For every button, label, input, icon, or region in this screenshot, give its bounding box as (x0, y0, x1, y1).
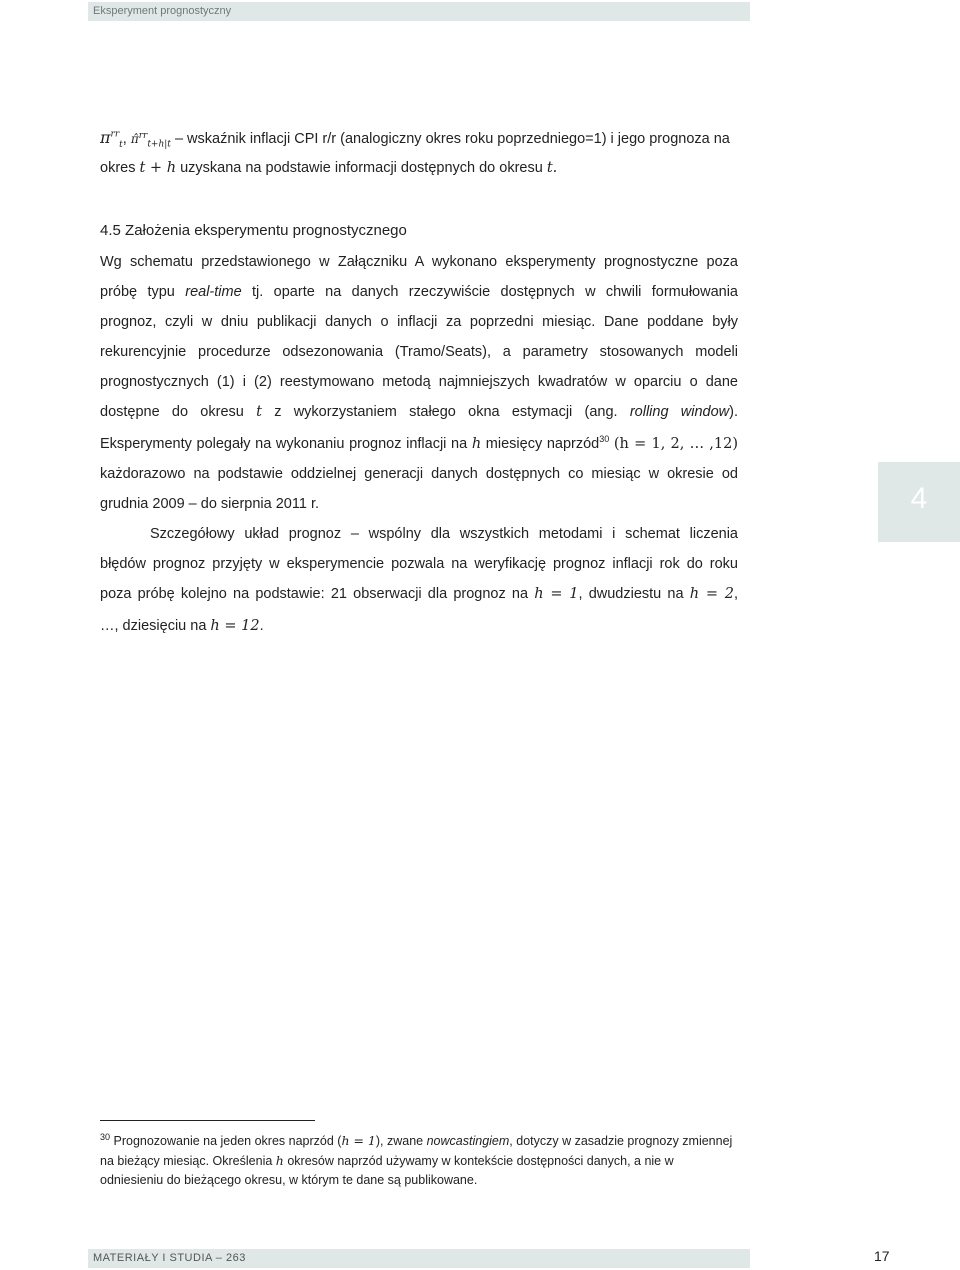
footnote-number: 30 (100, 1132, 111, 1142)
running-header-title: Eksperyment prognostyczny (93, 5, 232, 17)
page-number: 17 (874, 1248, 890, 1264)
pi-symbol: $\pi^{rr}_t$ (100, 128, 123, 151)
paragraph1-line-1: Wg schematu przedstawionego w Załączniku A wykonano eksperymenty prognostyczne poza (100, 254, 738, 270)
paragraph2-line-3: poza próbę kolejno na podstawie: 21 obserwacji dla prognoz na h = 1, dwudziestu na h = 2, (100, 586, 738, 602)
symbol-definition-line-2: okres t + h uzyskana na podstawie informacji dostępnych do okresu t. (100, 160, 558, 176)
chapter-side-tab (878, 462, 960, 542)
paragraph1-line-3: prognoz, czyli w dniu publikacji danych o inflacji za poprzedni miesiąc. Dane poddane były (100, 314, 738, 330)
pi-hat-symbol: π̂$^{rr}_{t+h|t}$ (130, 131, 171, 150)
footer-label: MATERIAŁY I STUDIA – 263 (93, 1252, 246, 1264)
paragraph1-line-7: Eksperymenty polegały na wykonaniu prognoz inflacji na h miesięcy naprzód$^{30}$ (h = 1, 2, … ,12) (100, 434, 739, 452)
paragraph1-line-5: prognostycznych (1) i (2) reestymowano metodą najmniejszych kwadratów w oparciu o dane (100, 374, 738, 390)
paragraph2-line-2: błędów prognoz przyjęty w eksperymencie pozwala na weryfikację prognoz inflacji rok do roku (100, 556, 738, 572)
header-bar (88, 2, 750, 21)
symbol-definition: $\pi^{rr}_t$, π̂$^{rr}_{t+h|t}$ – wskaźnik inflacji CPI r/r (analogiczny okres roku poprzedniego=1) i jego prognoza na (100, 128, 730, 151)
paragraph1-line-6: dostępne do okresu t z wykorzystaniem stałego okna estymacji (ang. rolling window). (100, 404, 739, 420)
section-heading (100, 222, 407, 239)
section-title: Założenia eksperymentu prognostycznego (125, 222, 407, 239)
section-number: 4.5 (100, 222, 121, 239)
footnote-divider (100, 1120, 315, 1121)
chapter-number: 4 (910, 482, 928, 515)
paragraph1-line-2: próbę typu real-time tj. oparte na danych rzeczywiście dostępnych w chwili formułowania (100, 284, 738, 300)
paragraph1-line-4: rekurencyjnie procedurze odsezonowania (Tramo/Seats), a parametry stosowanych modeli (100, 344, 738, 360)
paragraph1-line-9: grudnia 2009 – do sierpnia 2011 r. (100, 496, 320, 512)
definition-text-1: – wskaźnik inflacji CPI r/r (analogiczny okres roku poprzedniego=1) i jego prognoza na (174, 131, 730, 147)
footnote: $^{30}$ Prognozowanie na jeden okres naprzód (h = 1), zwane nowcastingiem, dotyczy w zasadzie prognozy zmiennej na bieżący miesiąc. Określenia h okresów naprzód używamy w kontekście dostępności danych, a nie w odniesieniu do bieżącego okresu, w którym te dane są publikowane. (100, 1132, 733, 1188)
footnote-reference: 30 (599, 434, 610, 444)
paragraph1-line-8: każdorazowo na podstawie oddzielnej generacji danych dostępnych co miesiąc w okresie od (100, 466, 738, 482)
footer-bar (88, 1249, 750, 1268)
paragraph2-line-4: …, dziesięciu na h = 12. (100, 618, 264, 634)
paragraph2-line-1: Szczegółowy układ prognoz – wspólny dla wszystkich metodami i schemat liczenia (150, 526, 738, 542)
